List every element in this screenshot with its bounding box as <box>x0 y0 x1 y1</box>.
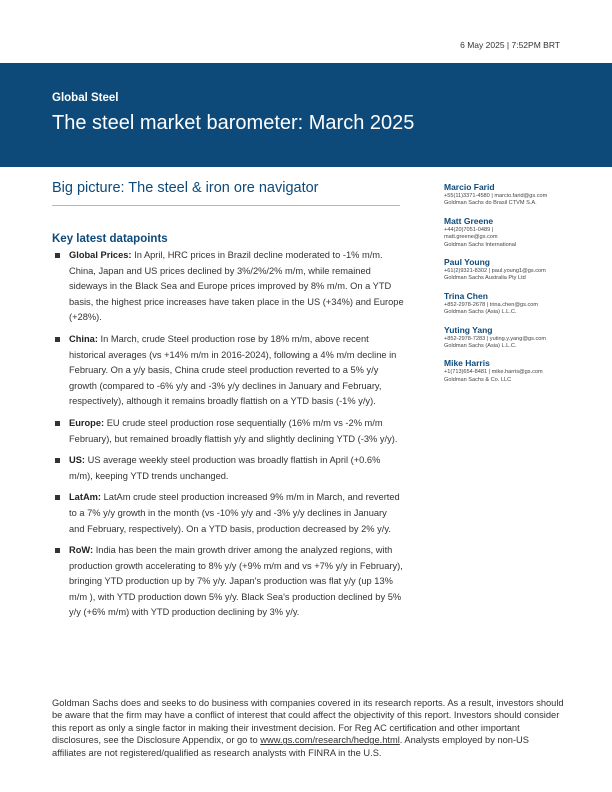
bullet-row <box>52 543 404 621</box>
bullet-square-icon <box>55 548 60 553</box>
author-name: Paul Young <box>444 257 490 268</box>
author-contact: +44(20)7051-0489 | <box>444 226 494 233</box>
author-name: Mike Harris <box>444 358 490 369</box>
bullet-global-prices <box>52 248 404 326</box>
bullet-lead: US: <box>69 455 86 466</box>
author-firm: Goldman Sachs (Asia) L.L.C. <box>444 343 517 350</box>
author-card <box>444 216 604 249</box>
author-firm: Goldman Sachs Australia Pty Ltd <box>444 275 526 282</box>
bullet-square-icon <box>55 421 60 426</box>
bullet-text: US average weekly steel production was broadly flattish in April (+0.6% m/m), keeping YTD trends unchanged. <box>69 455 381 481</box>
author-card <box>444 291 604 317</box>
header-banner <box>0 63 612 167</box>
author-contact[interactable]: +852-2978-7283 | yuting.y.yang@gs.com <box>444 335 547 342</box>
section-divider <box>52 205 400 206</box>
author-name: Yuting Yang <box>444 324 493 335</box>
bullet-square-icon <box>55 337 60 342</box>
author-firm: Goldman Sachs & Co. LLC <box>444 376 512 383</box>
authors-sidebar <box>444 182 604 392</box>
bullet-lead: Global Prices: <box>69 250 132 260</box>
datapoints-heading: Key latest datapoints <box>52 233 168 245</box>
report-dateline: 6 May 2025 | 7:52PM BRT <box>460 40 560 50</box>
bullet-text: EU crude steel production rose sequentially (16% m/m vs -2% m/m February), but remained broadly flattish y/y and slightly declining YTD (-3% y/y). <box>69 417 398 444</box>
bullet-us <box>52 453 404 484</box>
datapoints-list <box>52 248 404 627</box>
author-card <box>444 257 604 283</box>
author-name: Matt Greene <box>444 215 494 226</box>
author-name: Marcio Farid <box>444 182 495 192</box>
author-card <box>444 325 604 351</box>
author-card <box>444 182 604 208</box>
disclosure-text: Goldman Sachs does and seeks to do business with companies covered in its research reports. As a result, investors should be aware that the firm may have a conflict of interest that could affect the objectivity of this report. Investors should consider this report as only a single factor in making their investment decision. For Reg AC certification and other important disclosures, see the Disclosure Appendix, or go to <box>52 698 564 746</box>
author-firm: Goldman Sachs do Brasil CTVM S.A. <box>444 200 537 207</box>
author-contact[interactable]: +61(2)9321-8302 | paul.young1@gs.com <box>444 268 546 275</box>
author-firm: Goldman Sachs (Asia) L.L.C. <box>444 309 517 316</box>
bullet-text: LatAm crude steel production increased 9% m/m in March, and reverted to a 7% y/y growth in the month (vs -10% y/y and -3% y/y declines in January and February, respectively). On a YTD basis, production decreased by 2% y/y. <box>69 492 400 534</box>
disclosure-link[interactable]: www.gs.com/research/hedge.html <box>260 735 400 746</box>
bullet-text: In April, HRC prices in Brazil decline moderated to -1% m/m. China, Japan and US prices declined by 3%/2%/2% m/m, while remained sideways in the Black Sea and Europe prices improved by 8% m/m. On a YTD basis, the highest price increases have taken place in the US (+34%) and Europe (+28%). <box>69 250 404 323</box>
bullet-square-icon <box>55 495 60 500</box>
bullet-square-icon <box>55 253 60 258</box>
bullet-text: In March, crude Steel production rose by 18% m/m, above recent historical averages (vs +14% m/m in 2016-2024), following a 4% m/m decline in February. On a y/y basis, China crude steel production reverted to a 5% y/y growth (compared to -6% y/y and -3% y/y declines in January and February, respectively), although it remains broadly flattish on a YTD basis (-1% y/y). <box>69 333 397 407</box>
bullet-square-icon <box>55 458 60 463</box>
bullet-lead: Europe: <box>69 417 105 428</box>
bullet-lead: LatAm: <box>69 492 102 503</box>
author-email[interactable]: matt.greene@gs.com <box>444 234 498 241</box>
disclosure-text: . Analysts employed by non-US affiliates are not registered/qualified as research analysts with FINRA in the U.S. <box>52 735 529 758</box>
bullet-latam <box>52 490 404 537</box>
section-title: Big picture: The steel & iron ore navigator <box>52 180 319 196</box>
bullet-lead: RoW: <box>69 545 94 556</box>
author-name: Trina Chen <box>444 290 488 301</box>
author-contact[interactable]: +852-2978-2678 | trina.chen@gs.com <box>444 301 539 308</box>
author-contact[interactable]: +1(713)654-8481 | mike.harris@gs.com <box>444 369 543 376</box>
bullet-lead: China: <box>69 333 98 344</box>
bullet-china <box>52 332 404 410</box>
author-contact[interactable]: +55(11)3371-4580 | marcio.farid@gs.com <box>444 193 548 199</box>
author-firm: Goldman Sachs International <box>444 241 517 248</box>
bullet-europe <box>52 416 404 447</box>
disclosure-note <box>52 697 564 759</box>
report-title: The steel market barometer: March 2025 <box>52 112 415 134</box>
bullet-text: India has been the main growth driver among the analyzed regions, with production growth accelerating to 8% y/y (+9% m/m and vs +7% y/y in February), bringing YTD production up by 7% y/y. Japan's production was flat y/y (up 13% m/m ), with YTD production down 5% y/y. Black Sea's production declined by 5% y/y (+6% m/m) with YTD production declining by 3% y/y. <box>69 545 403 618</box>
author-card <box>444 358 604 384</box>
report-series: Global Steel <box>52 92 119 104</box>
